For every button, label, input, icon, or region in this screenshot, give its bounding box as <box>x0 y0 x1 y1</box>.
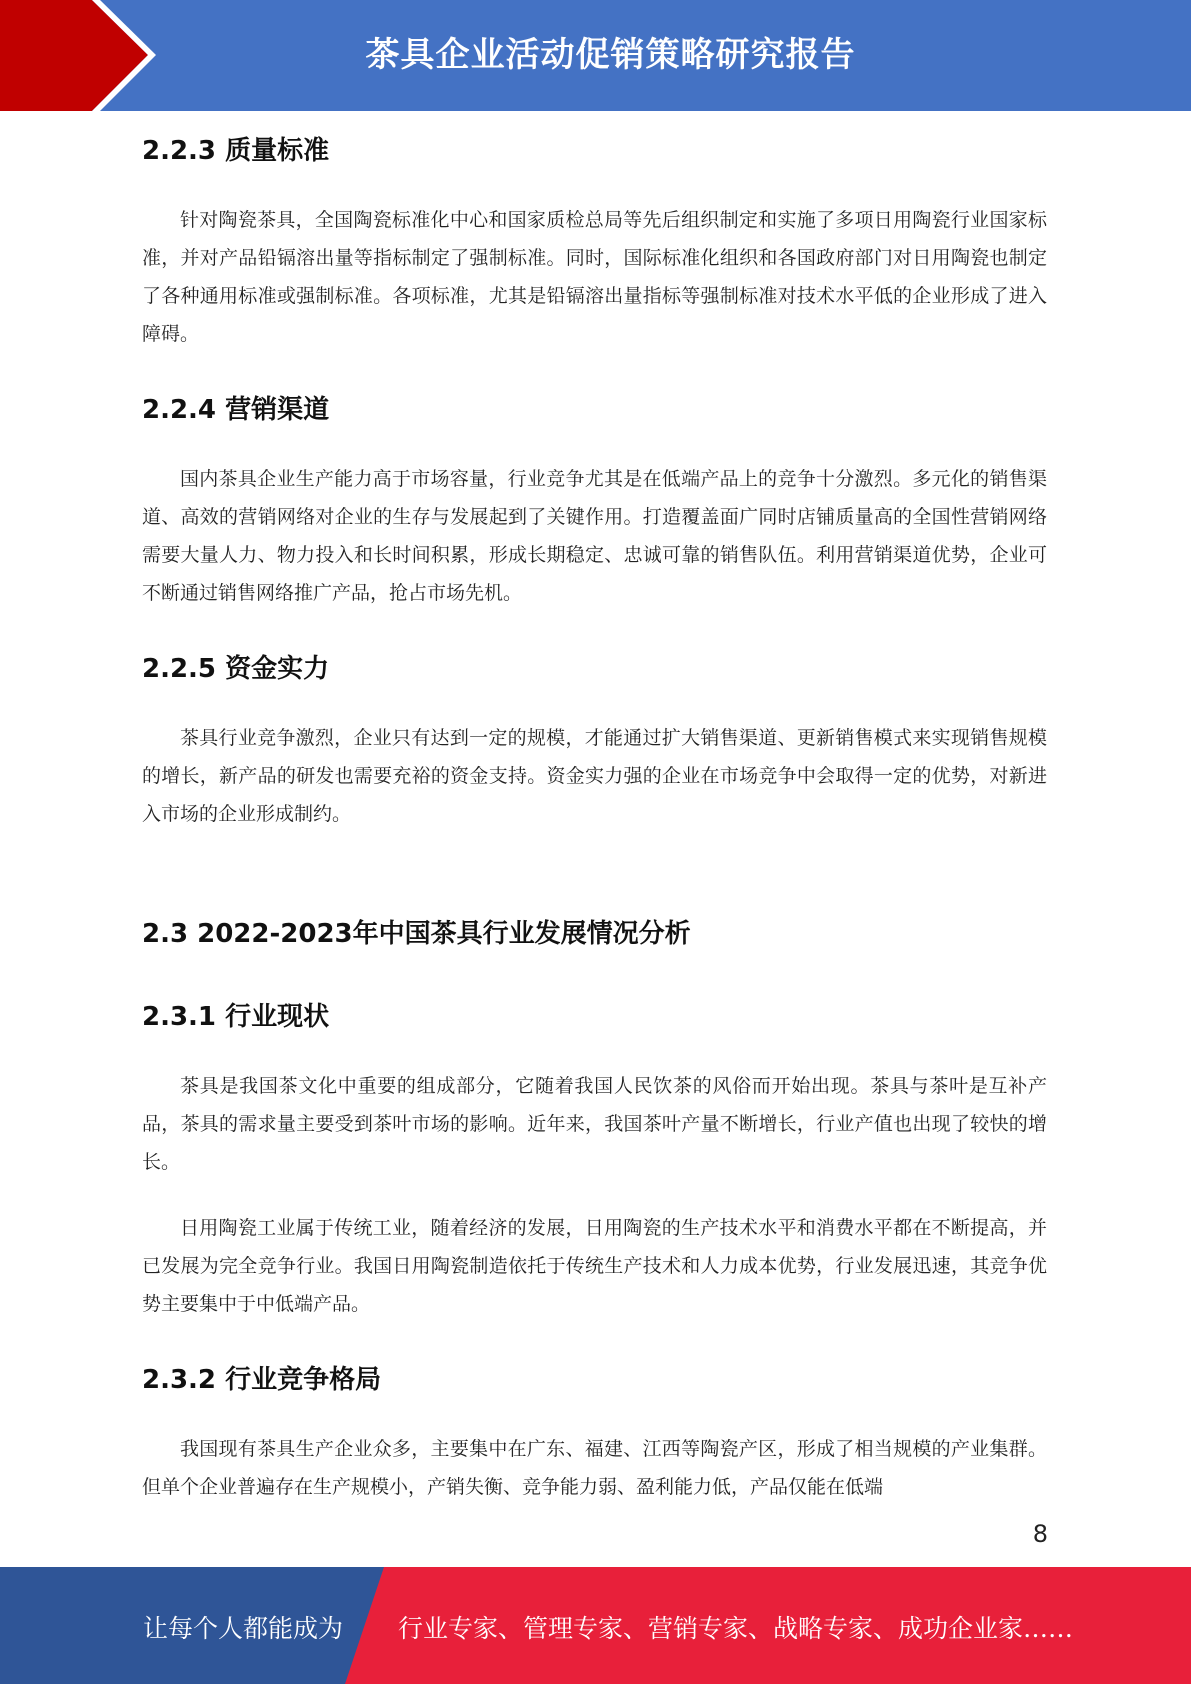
section-heading-2-2-3: 2.2.3 质量标准 <box>142 136 330 166</box>
section-heading-2-3: 2.3 2022-2023年中国茶具行业发展情况分析 <box>142 919 691 949</box>
paragraph: 我国现有茶具生产企业众多，主要集中在广东、福建、江西等陶瓷产区，形成了相当规模的产业集群。但单个企业普遍存在生产规模小，产销失衡、竞争能力弱、盈利能力低，产品仅能在低端 <box>142 1438 1047 1498</box>
footer-slogan-right: 行业专家、管理专家、营销专家、战略专家、成功企业家…… <box>398 1614 1074 1643</box>
page-number: 8 <box>1032 1520 1048 1548</box>
section-heading-2-2-4: 2.2.4 营销渠道 <box>142 395 330 425</box>
section-heading-2-2-5: 2.2.5 资金实力 <box>142 654 330 684</box>
paragraph: 茶具行业竞争激烈，企业只有达到一定的规模，才能通过扩大销售渠道、更新销售模式来实现销售规模的增长，新产品的研发也需要充裕的资金支持。资金实力强的企业在市场竞争中会取得一定的优势，对新进入市场的企业形成制约。 <box>142 727 1047 825</box>
page-footer <box>0 1567 1191 1684</box>
paragraph: 茶具是我国茶文化中重要的组成部分，它随着我国人民饮茶的风俗而开始出现。茶具与茶叶是互补产品，茶具的需求量主要受到茶叶市场的影响。近年来，我国茶叶产量不断增长，行业产值也出现了较快的增长。 <box>142 1075 1047 1173</box>
page-header <box>0 0 1191 111</box>
footer-slogan-left: 让每个人都能成为 <box>143 1614 344 1643</box>
paragraph: 日用陶瓷工业属于传统工业，随着经济的发展，日用陶瓷的生产技术水平和消费水平都在不断提高，并已发展为完全竞争行业。我国日用陶瓷制造依托于传统生产技术和人力成本优势，行业发展迅速，其竞争优势主要集中于中低端产品。 <box>142 1217 1047 1315</box>
paragraph: 针对陶瓷茶具，全国陶瓷标准化中心和国家质检总局等先后组织制定和实施了多项日用陶瓷行业国家标准，并对产品铅镉溶出量等指标制定了强制标准。同时，国际标准化组织和各国政府部门对日用陶瓷也制定了各种通用标准或强制标准。各项标准，尤其是铅镉溶出量指标等强制标准对技术水平低的企业形成了进入障碍。 <box>142 209 1047 345</box>
report-title: 茶具企业活动促销策略研究报告 <box>365 35 856 75</box>
document-body <box>142 128 1047 1506</box>
section-heading-2-3-2: 2.3.2 行业竞争格局 <box>142 1365 382 1395</box>
paragraph: 国内茶具企业生产能力高于市场容量，行业竞争尤其是在低端产品上的竞争十分激烈。多元化的销售渠道、高效的营销网络对企业的生存与发展起到了关键作用。打造覆盖面广同时店铺质量高的全国性营销网络需要大量人力、物力投入和长时间积累，形成长期稳定、忠诚可靠的销售队伍。利用营销渠道优势，企业可不断通过销售网络推广产品，抢占市场先机。 <box>142 468 1047 604</box>
section-heading-2-3-1: 2.3.1 行业现状 <box>142 1002 330 1032</box>
